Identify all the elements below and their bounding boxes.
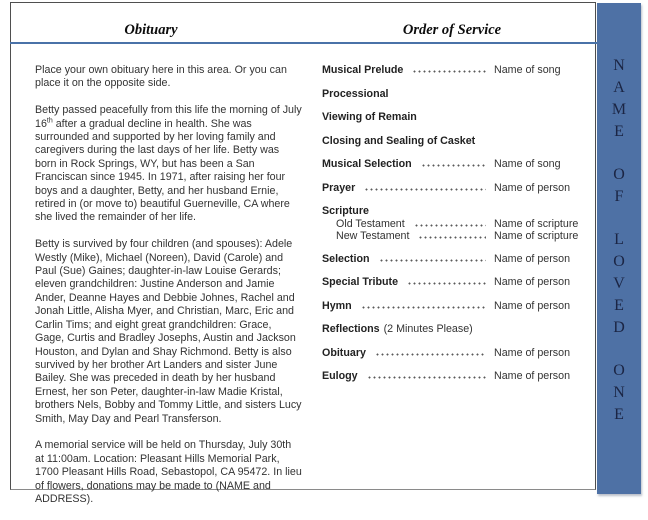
obituary-paragraph	[35, 238, 303, 426]
dot-leader	[407, 282, 486, 285]
service-row	[322, 64, 580, 77]
service-item-value: Name of person	[494, 276, 571, 289]
order-of-service-title: Order of Service	[402, 22, 502, 38]
banner-letter: M	[611, 101, 627, 118]
obituary-text: Place your own obituary here in this area. Or you can place it on the opposite side.	[35, 64, 287, 90]
banner-letter: O	[613, 362, 625, 379]
banner-letter: O	[613, 166, 625, 183]
obituary-text: A memorial service will be held on Thursday, July 30th at 11:00am. Location: Pleasant Hills Memorial Park, 1700 Pleasant Hills Road, Sebastopol, CA 95472. In lieu of flowers, donations may be made to (NAME and ADDRESS).	[35, 439, 302, 505]
banner-letter: O	[613, 253, 625, 270]
banner-letter: E	[614, 123, 624, 140]
service-item-label: Prayer	[322, 181, 356, 194]
service-item-value: Name of scripture	[494, 218, 579, 230]
obituary-paragraph	[35, 104, 303, 225]
dot-leader	[379, 259, 486, 262]
service-row	[322, 300, 580, 313]
order-of-service-list	[322, 64, 580, 394]
service-item-note: (2 Minutes Please)	[383, 323, 473, 336]
obituary-text: Betty passed peacefully from this life the morning of July 16	[35, 104, 302, 130]
service-item-value: Name of song	[494, 158, 561, 170]
service-item-label: Obituary	[322, 346, 366, 359]
service-row	[336, 230, 580, 242]
service-item-label: Old Testament	[336, 218, 405, 230]
service-row	[322, 347, 580, 360]
service-item-label: Viewing of Remain	[322, 111, 417, 123]
service-item-label: Special Tribute	[322, 276, 399, 289]
obituary-title: Obituary	[124, 22, 178, 38]
banner-letter: F	[614, 188, 624, 205]
dot-leader	[364, 188, 486, 191]
service-item-label: Hymn	[322, 299, 352, 312]
dot-leader	[412, 70, 486, 73]
dot-leader	[361, 306, 486, 309]
banner-word	[612, 55, 626, 143]
banner-word	[613, 164, 625, 208]
banner-letter: A	[613, 79, 625, 96]
service-item-label: Closing and Sealing of Casket	[322, 134, 476, 147]
obituary-text-block	[35, 64, 303, 520]
banner-letter: E	[614, 406, 624, 423]
service-item-value: Name of song	[494, 64, 561, 76]
service-row	[322, 370, 580, 383]
service-item-value: Name of person	[494, 346, 571, 359]
ordinal-suffix: th	[46, 117, 53, 125]
service-item-label: Eulogy	[322, 370, 358, 383]
dot-leader	[421, 164, 486, 167]
obituary-paragraph	[35, 64, 303, 91]
service-group	[322, 205, 580, 242]
service-item-label: Selection	[322, 252, 370, 265]
service-item-value: Name of person	[494, 370, 571, 383]
service-item-label: Musical Selection	[322, 158, 412, 170]
banner-letter: E	[614, 297, 624, 314]
service-group-label: Scripture	[322, 205, 369, 217]
dot-leader	[367, 376, 486, 379]
service-item-label: Reflections	[322, 323, 380, 336]
service-item-value: Name of person	[494, 252, 571, 265]
obituary-text: after a gradual decline in health. She was surrounded and supported by her loving family and caregivers during the last days of her life. Betty was born in Rock Springs, WY, but has been a San Franciscan since 1945. In 1971, after raising her four boys and a daughter, Betty, and her husband Ernie, retired in (or move to) beautiful Guerneville, CA where she lived the remainder of her life.	[35, 117, 290, 224]
service-item-value: Name of person	[494, 181, 571, 194]
banner-letter: L	[614, 231, 624, 248]
service-row	[336, 218, 580, 230]
service-row	[322, 323, 580, 336]
banner-word	[613, 360, 625, 426]
service-row	[322, 276, 580, 289]
service-row	[322, 88, 580, 101]
name-of-loved-one-banner	[597, 3, 641, 494]
service-item-value: Name of person	[494, 299, 571, 312]
banner-word	[613, 229, 625, 339]
banner-letter: D	[613, 319, 625, 336]
banner-letter: V	[613, 275, 625, 292]
service-item-label: New Testament	[336, 230, 410, 243]
service-item-label: Musical Prelude	[322, 64, 404, 76]
obituary-text: Betty is survived by four children (and spouses): Adele Westly (Mike), Michael (Noreen), David (Carole) and Paul (Sue) Gaines; daughter-in-law Louise Gerards; eleven grandchildren: Justine Anderson and Jamie Ander, Deanne Hayes and Debbie Johnes, Rachel and Jonah Little, Alisha Myer, and Christian, Marc, Eric and Carlin Tims; and eight great grandchildren: Grace, Gage, Curtis and Bradley Josephs, Austin and Jackson Houston, and Dylan and Shay Richmond. Betty is also survived by her brother Art Landers and sister June Bailey. She was preceded in death by her husband Ernest, her son Peter, daughter-in-law Madie Kristal, brothers Nels, Bobby and Tommy Little, and sisters Lucy Smith, May Day and Pearl Transferson.	[35, 238, 302, 425]
service-row	[322, 158, 580, 171]
banner-letter: N	[613, 384, 625, 401]
service-item-label: Processional	[322, 87, 389, 100]
header-accent-line	[10, 42, 598, 44]
banner-letter: N	[613, 57, 625, 74]
service-row	[322, 182, 580, 195]
dot-leader	[375, 353, 486, 356]
obituary-paragraph	[35, 439, 303, 506]
dot-leader	[414, 224, 486, 227]
service-row	[322, 253, 580, 266]
dot-leader	[418, 236, 486, 239]
service-item-value: Name of scripture	[494, 230, 579, 243]
service-row	[322, 111, 580, 124]
service-row	[322, 135, 580, 148]
